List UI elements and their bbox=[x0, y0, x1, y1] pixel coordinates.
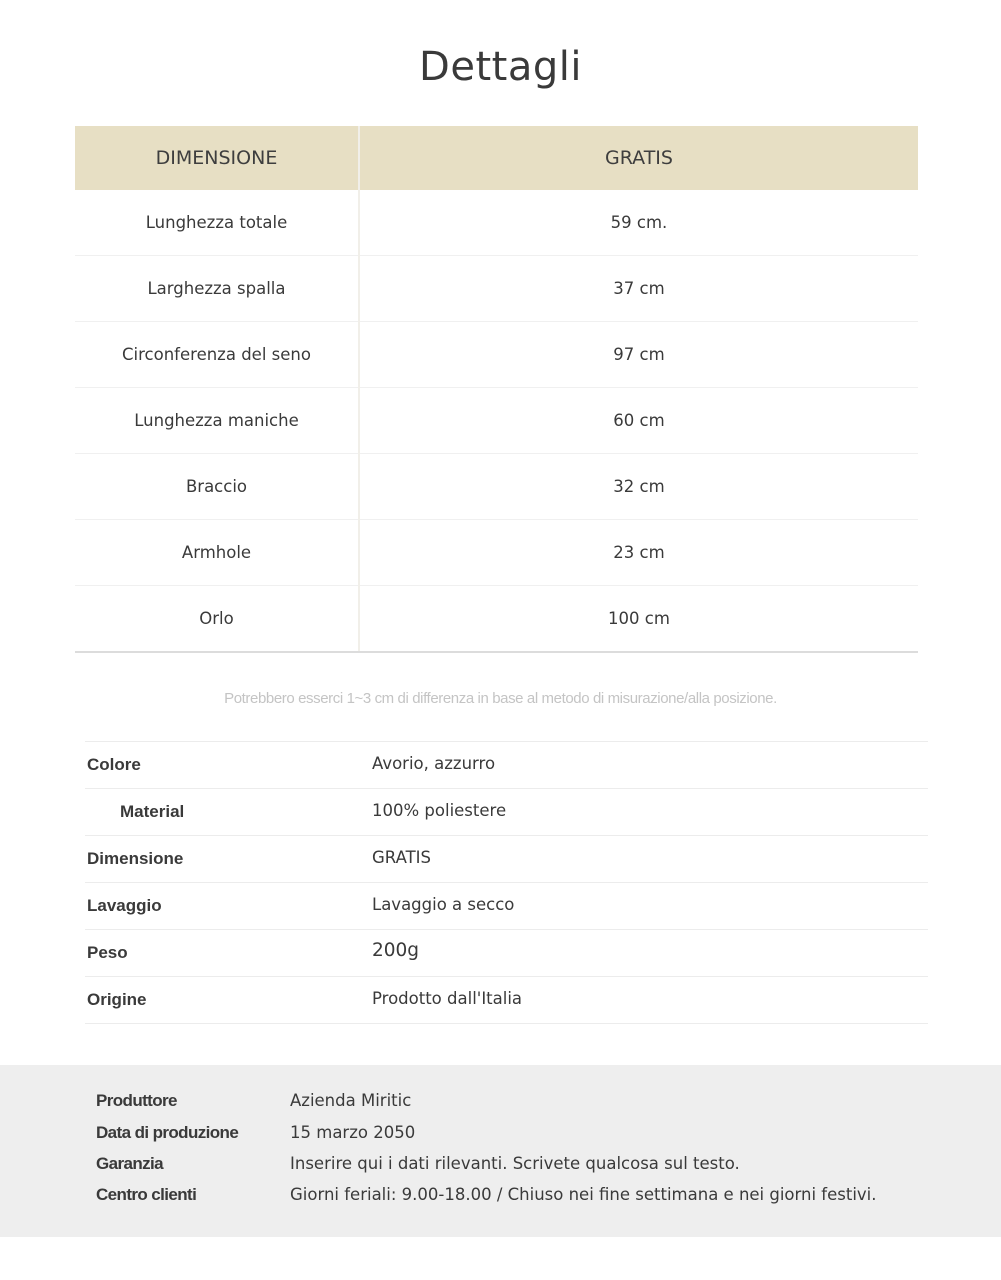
spec-row-color bbox=[85, 742, 928, 789]
table-row bbox=[75, 586, 918, 653]
maker-value: Giorni feriali: 9.00-18.00 / Chiuso nei fine settimana e nei giorni festivi. bbox=[290, 1185, 877, 1204]
table-row bbox=[75, 520, 918, 586]
size-table-header bbox=[75, 126, 918, 190]
size-header-dimension: DIMENSIONE bbox=[75, 126, 359, 190]
maker-row-producer bbox=[96, 1091, 976, 1119]
maker-key: Produttore bbox=[96, 1091, 177, 1110]
spec-row-size bbox=[85, 836, 928, 883]
table-row bbox=[75, 190, 918, 256]
size-value: 59 cm. bbox=[359, 190, 918, 256]
size-label: Lunghezza totale bbox=[75, 190, 359, 256]
maker-row-warranty bbox=[96, 1154, 976, 1182]
maker-key: Garanzia bbox=[96, 1154, 164, 1173]
size-value: 37 cm bbox=[359, 256, 918, 322]
table-row bbox=[75, 454, 918, 520]
spec-key: Colore bbox=[87, 755, 141, 774]
spec-value: GRATIS bbox=[372, 848, 432, 867]
size-label: Armhole bbox=[75, 520, 359, 586]
maker-key: Centro clienti bbox=[96, 1185, 197, 1204]
spec-value: Lavaggio a secco bbox=[372, 895, 515, 914]
spec-key: Origine bbox=[87, 990, 147, 1009]
size-label: Circonferenza del seno bbox=[75, 322, 359, 388]
size-table bbox=[75, 126, 918, 653]
table-row bbox=[75, 322, 918, 388]
spec-value: Prodotto dall'Italia bbox=[372, 989, 523, 1008]
size-value: 23 cm bbox=[359, 520, 918, 586]
measurement-note: Potrebbero esserci 1~3 cm di differenza in base al metodo di misurazione/alla posizione. bbox=[224, 690, 777, 707]
size-label: Orlo bbox=[75, 586, 359, 653]
spec-list bbox=[85, 741, 928, 1024]
maker-row-date bbox=[96, 1123, 976, 1151]
page-title: Dettagli bbox=[419, 44, 582, 90]
size-value: 97 cm bbox=[359, 322, 918, 388]
size-label: Braccio bbox=[75, 454, 359, 520]
spec-key: Material bbox=[120, 802, 185, 821]
manufacturer-info bbox=[0, 1065, 1001, 1237]
maker-row-customer-center bbox=[96, 1185, 976, 1213]
table-row bbox=[75, 256, 918, 322]
spec-value: 200g bbox=[372, 940, 420, 961]
spec-key: Dimensione bbox=[87, 849, 184, 868]
size-header-gratis: GRATIS bbox=[359, 126, 918, 190]
maker-value: Inserire qui i dati rilevanti. Scrivete qualcosa sul testo. bbox=[290, 1154, 740, 1173]
maker-value: 15 marzo 2050 bbox=[290, 1123, 416, 1142]
spec-key: Lavaggio bbox=[87, 896, 162, 915]
spec-row-weight bbox=[85, 930, 928, 977]
spec-value: Avorio, azzurro bbox=[372, 754, 496, 773]
spec-key: Peso bbox=[87, 943, 128, 962]
size-value: 32 cm bbox=[359, 454, 918, 520]
spec-row-material bbox=[85, 789, 928, 836]
size-value: 100 cm bbox=[359, 586, 918, 653]
maker-key: Data di produzione bbox=[96, 1123, 239, 1142]
spec-row-origin bbox=[85, 977, 928, 1024]
maker-value: Azienda Miritic bbox=[290, 1091, 412, 1110]
size-label: Lunghezza maniche bbox=[75, 388, 359, 454]
size-label: Larghezza spalla bbox=[75, 256, 359, 322]
spec-row-washing bbox=[85, 883, 928, 930]
size-value: 60 cm bbox=[359, 388, 918, 454]
table-row bbox=[75, 388, 918, 454]
spec-value: 100% poliestere bbox=[372, 801, 507, 820]
